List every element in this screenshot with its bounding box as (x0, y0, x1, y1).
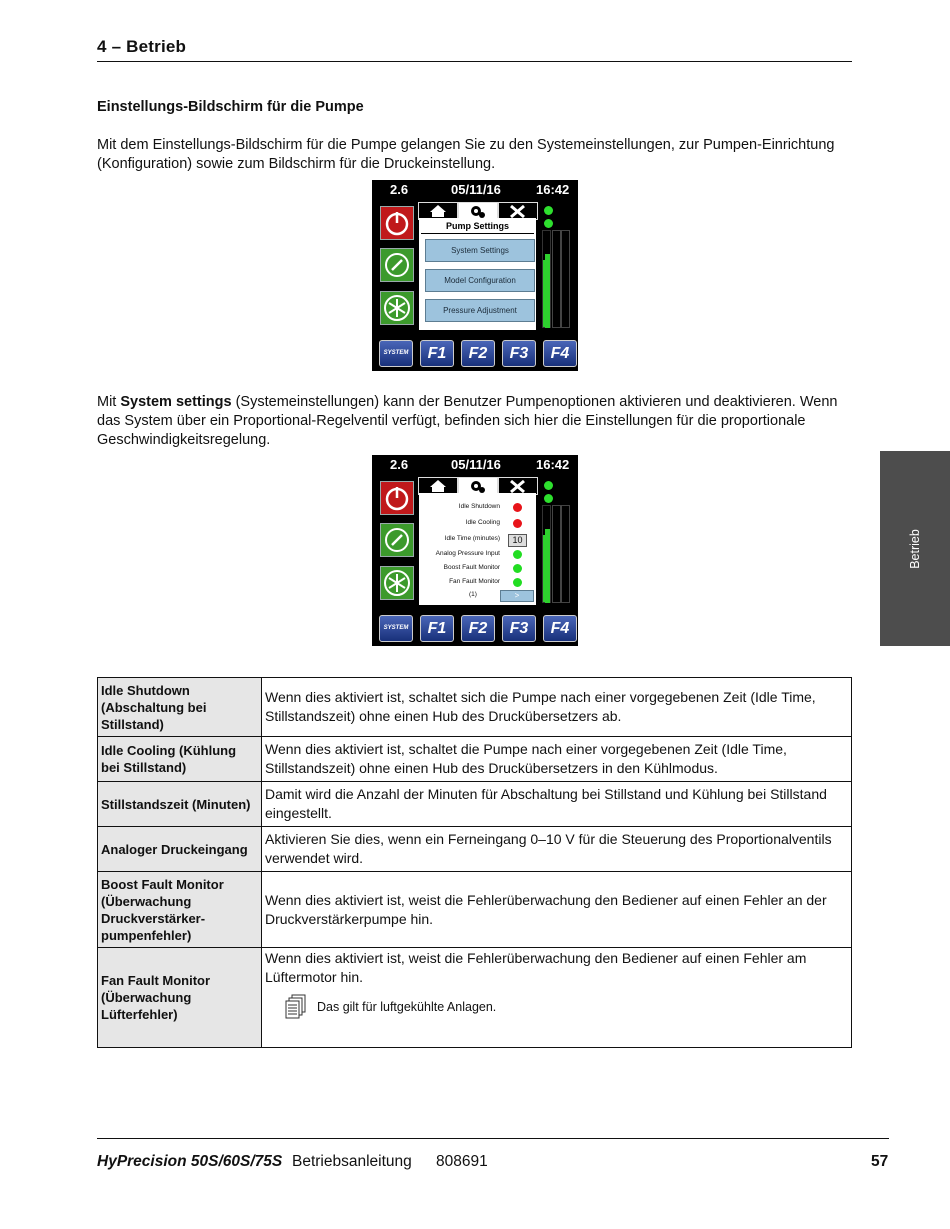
cooling-button[interactable] (380, 291, 414, 325)
description-cell: Wenn dies aktiviert ist, weist die Fehlerüberwachung den Bediener auf einen Fehler an der Druckverstärkerpumpe hin. (262, 872, 852, 948)
f2-key[interactable]: F2 (461, 340, 495, 367)
status-dot (513, 550, 522, 559)
chapter-header: 4 – Betrieb (97, 37, 187, 56)
option-idle-cooling[interactable] (419, 518, 536, 530)
system-key[interactable]: SYSTEM (379, 340, 413, 367)
pressure-gauge-button[interactable] (380, 248, 414, 282)
version-label: 2.6 (390, 457, 409, 472)
page-indicator: (1) (469, 591, 477, 598)
system-settings-paragraph (97, 393, 857, 450)
option-idle-shutdown[interactable] (419, 502, 536, 514)
f1-key[interactable]: F1 (420, 340, 454, 367)
snowflake-icon (381, 292, 413, 324)
note (265, 998, 848, 1017)
f4-key[interactable]: F4 (543, 615, 577, 642)
table-row (98, 782, 852, 827)
table-row (98, 737, 852, 782)
f2-key[interactable]: F2 (461, 615, 495, 642)
term-cell: Idle Cooling (Kühlung bei Stillstand) (98, 737, 262, 782)
option-label: Boost Fault Monitor (443, 564, 500, 571)
pump-settings-screen (372, 180, 578, 371)
home-icon (419, 478, 457, 494)
f3-key[interactable]: F3 (502, 615, 536, 642)
f3-key[interactable]: F3 (502, 340, 536, 367)
status-dot (513, 564, 522, 573)
gear-icon (459, 478, 497, 494)
section-title: Einstellungs-Bildschirm für die Pumpe (97, 99, 364, 115)
screen-tabs (418, 477, 538, 494)
settings-table (97, 677, 852, 1048)
table-row (98, 872, 852, 948)
term-cell: Stillstandszeit (Minuten) (98, 782, 262, 827)
system-settings-panel (419, 493, 536, 605)
table-row (98, 678, 852, 737)
option-label: Idle Shutdown (458, 503, 500, 510)
time-label: 16:42 (536, 182, 570, 197)
settings-prefix: Mit (97, 394, 121, 410)
level-gauge (542, 230, 570, 328)
settings-bold-term: System settings (120, 394, 232, 410)
panel-title: Pump Settings (445, 221, 509, 231)
term-cell: Boost Fault Monitor (Überwachung Druckverstärker-pumpenfehler) (98, 872, 262, 948)
screen-status-bar (372, 455, 578, 475)
status-dot (513, 519, 522, 528)
function-keys (372, 340, 578, 368)
version-label: 2.6 (390, 182, 409, 197)
status-led (544, 206, 553, 215)
system-key[interactable]: SYSTEM (379, 615, 413, 642)
option-analog-pressure-input[interactable] (419, 549, 536, 561)
tools-icon (499, 203, 537, 219)
table-row (98, 827, 852, 872)
pump-settings-panel (419, 218, 536, 330)
status-dot (513, 578, 522, 587)
footer-rule (97, 1138, 889, 1139)
option-boost-fault-monitor[interactable] (419, 563, 536, 575)
power-icon (381, 482, 413, 514)
home-icon (419, 203, 457, 219)
description-cell: Damit wird die Anzahl der Minuten für Abschaltung bei Stillstand und Kühlung bei Stillstand eingestellt. (262, 782, 852, 827)
status-led (544, 219, 553, 228)
system-settings-screen (372, 455, 578, 646)
date-label: 05/11/16 (451, 457, 501, 472)
cooling-button[interactable] (380, 566, 414, 600)
description-cell: Wenn dies aktiviert ist, schaltet die Pumpe nach einer vorgegebenen Zeit (Idle Time, Stillstandszeit) ohne einen Hub des Druckübersetzers in den Kühlmodus. (262, 737, 852, 782)
gear-icon (459, 203, 497, 219)
note-icon (285, 994, 307, 1020)
footer-product: HyPrecision 50S/60S/75S (97, 1153, 283, 1170)
side-tab-label: Betrieb (908, 528, 922, 569)
option-label: Idle Time (minutes) (444, 535, 500, 542)
level-bar-right (545, 529, 550, 603)
note-text: Das gilt für luftgekühlte Anlagen. (317, 1000, 497, 1014)
chapter-side-tab[interactable] (880, 451, 950, 646)
description-cell: Wenn dies aktiviert ist, schaltet sich die Pumpe nach einer vorgegebenen Zeit (Idle Time, Stillstandszeit) ohne einen Hub des Druckübersetzers ab. (262, 678, 852, 737)
power-button[interactable] (380, 206, 414, 240)
time-label: 16:42 (536, 457, 570, 472)
option-idle-time[interactable] (419, 534, 536, 546)
gauge-icon (381, 524, 413, 556)
term-cell: Fan Fault Monitor (Überwachung Lüfterfehler) (98, 948, 262, 1048)
option-label: Analog Pressure Input (435, 550, 500, 557)
screen-tabs (418, 202, 538, 219)
status-led (544, 494, 553, 503)
function-keys (372, 615, 578, 643)
power-icon (381, 207, 413, 239)
option-label: Idle Cooling (465, 519, 500, 526)
option-fan-fault-monitor[interactable] (419, 577, 536, 589)
settings-text: (Systemeinstellungen) kann der Benutzer Pumpenoptionen aktivieren und deaktivieren. Wenn das System über ein Proportional-Regelventil verfügt, befinden sich hier die Einstellungen für die proportionale Geschwindigkeitsregelung. (97, 394, 838, 448)
header-rule (97, 61, 852, 62)
table-row (98, 948, 852, 1048)
description-cell (262, 948, 852, 1048)
screen-status-bar (372, 180, 578, 200)
description-cell: Aktivieren Sie dies, wenn ein Ferneingang 0–10 V für die Steuerung des Proportionalventils verwendet wird. (262, 827, 852, 872)
f1-key[interactable]: F1 (420, 615, 454, 642)
model-configuration-button[interactable]: Model Configuration (425, 269, 535, 292)
level-bar-right (545, 254, 550, 328)
status-dot (513, 503, 522, 512)
status-led (544, 481, 553, 490)
f4-key[interactable]: F4 (543, 340, 577, 367)
page-number: 57 (871, 1153, 889, 1170)
level-gauge (542, 505, 570, 603)
date-label: 05/11/16 (451, 182, 501, 197)
power-button[interactable] (380, 481, 414, 515)
next-page-button[interactable]: > (500, 590, 534, 602)
term-cell: Idle Shutdown (Abschaltung bei Stillstand) (98, 678, 262, 737)
snowflake-icon (381, 567, 413, 599)
footer-document-number: 808691 (436, 1153, 488, 1170)
system-settings-button[interactable]: System Settings (425, 239, 535, 262)
intro-paragraph: Mit dem Einstellungs-Bildschirm für die Pumpe gelangen Sie zu den Systemeinstellungen, zur Pumpen-Einrichtung (Konfiguration) sowie zum Bildschirm für die Druckeinstellung. (97, 137, 835, 172)
panel-divider (421, 233, 534, 234)
tools-icon (499, 478, 537, 494)
idle-time-value[interactable]: 10 (508, 534, 527, 547)
option-label: Fan Fault Monitor (449, 578, 500, 585)
description-text: Wenn dies aktiviert ist, weist die Fehlerüberwachung den Bediener auf einen Fehler am Lüftermotor hin. (265, 950, 807, 985)
pressure-adjustment-button[interactable]: Pressure Adjustment (425, 299, 535, 322)
gauge-icon (381, 249, 413, 281)
term-cell: Analoger Druckeingang (98, 827, 262, 872)
pressure-gauge-button[interactable] (380, 523, 414, 557)
footer-manual-title: Betriebsanleitung (292, 1153, 412, 1170)
